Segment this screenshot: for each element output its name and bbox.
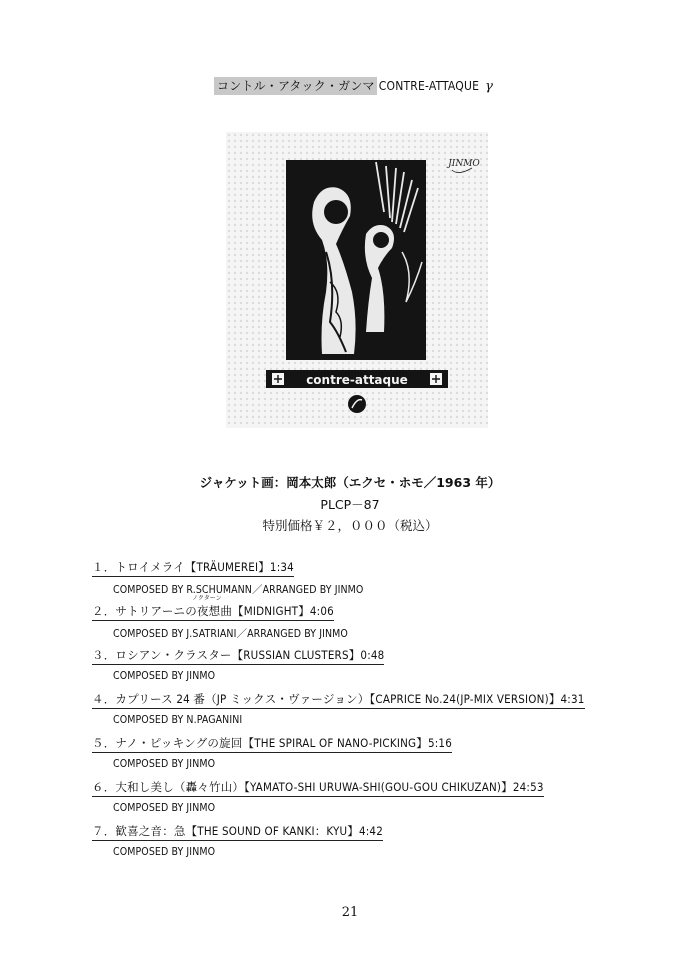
track-item [92,732,452,770]
track-item [92,595,348,640]
catalog-number: PLCP－87 [320,497,380,512]
painting [286,160,426,360]
jacket-credit: ジャケット画：岡本太郎（エクセ・ホモ／1963 年） [199,475,501,490]
price: 特別価格￥２，０００（税込） [262,518,438,533]
track-item [92,820,383,858]
track-credit: COMPOSED BY N.PAGANINI [113,714,243,726]
signature: JINMO [448,159,480,169]
track-title: ７．歓喜之音：急【THE SOUND OF KANKI：KYU】4:42 [92,823,383,841]
track-title: ５．ナノ・ピッキングの旋回【THE SPIRAL OF NANO-PICKING】5:16 [92,735,452,753]
track-title: ６．大和し美し（轟々竹山）【YAMATO-SHI URUWA-SHI(GOU-GOU CHIKUZAN)】24:53 [92,779,544,797]
track-item [92,688,585,726]
title-symbol: γ [485,79,494,94]
track-credit: COMPOSED BY JINMO [113,758,216,770]
label-logo-icon [348,395,366,413]
album-cover-image [226,132,488,428]
track-item [92,644,385,682]
track-credit: COMPOSED BY J.SATRIANI／ARRANGED BY JINMO [113,628,348,640]
track-credit: COMPOSED BY JINMO [113,802,216,814]
track-credit: COMPOSED BY R.SCHUMANN／ARRANGED BY JINMO [113,584,364,596]
page-title [214,77,493,94]
title-japanese: コントル・アタック・ガンマ [214,77,377,95]
track-title: ３．ロシアン・クラスター【RUSSIAN CLUSTERS】0:48 [92,647,384,665]
title-english: CONTRE-ATTAQUE [378,79,480,93]
cover-band-text: contre-attaque [306,373,408,387]
track-credit: COMPOSED BY JINMO [113,670,216,682]
track-title: ４．カプリース 24 番（JP ミックス・ヴァージョン）【CAPRICE No.24(JP-MIX VERSION)】4:31 [92,691,585,709]
track-title: １．トロイメライ【TRÄUMEREI】1:34 [92,559,294,577]
page-number: 21 [341,905,359,920]
track-item [92,776,544,814]
track-title: ２．サトリアーニの夜想曲【MIDNIGHT】4:06 [92,603,334,621]
track-credit: COMPOSED BY JINMO [113,846,216,858]
track-item [92,556,364,596]
track-ruby: ノクターン [192,595,222,602]
